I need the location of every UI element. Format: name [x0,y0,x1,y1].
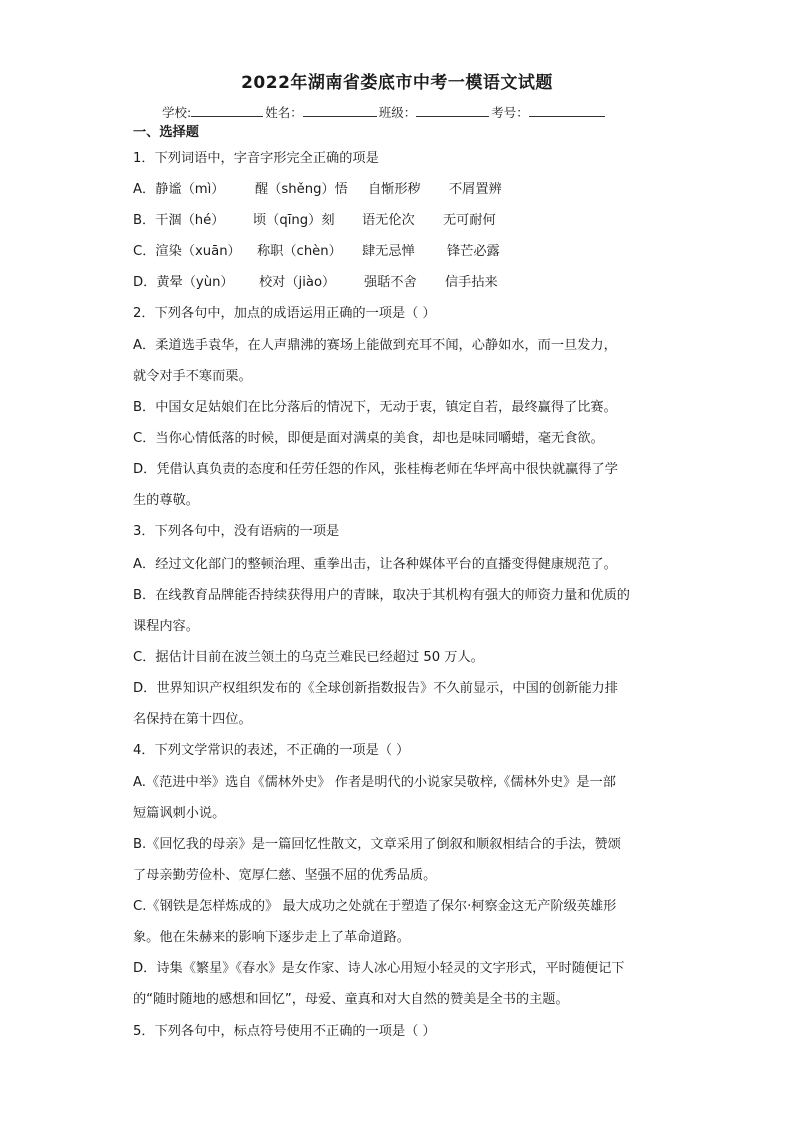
school-label: 学校: [162,105,192,120]
question-4-option-b-cont: 了母亲勤劳俭朴、宽厚仁慈、坚强不屈的优秀品质。 [133,868,437,883]
question-2-stem: 2．下列各句中，加点的成语运用正确的一项是（ ） [133,306,436,321]
question-2-option-a: A．柔道选手袁华，在人声鼎沸的赛场上能做到充耳不闻，心静如水，而一旦发力， [133,338,617,353]
question-1-option-c [133,243,633,261]
option-cell: B．干涸（hé） [133,213,225,228]
question-3-stem: 3．下列各句中，没有语病的一项是 [133,524,340,539]
question-2-option-d: D．凭借认真负责的态度和任劳任怨的作风，张桂梅老师在华坪高中很快就赢得了学 [133,462,618,477]
question-2-option-a-cont: 就令对手不寒而栗。 [133,369,252,384]
number-blank[interactable] [529,103,605,117]
question-3-option-d-cont: 名保持在第十四位。 [133,712,252,727]
option-cell: 醒（shěng）悟 [255,182,348,197]
name-label: 姓名： [265,105,303,120]
name-blank[interactable] [303,103,377,117]
option-cell: 肆无忌惮 [362,244,415,259]
class-blank[interactable] [416,103,489,117]
question-4-option-c: C.《钢铁是怎样炼成的》 最大成功之处就在于塑造了保尔·柯察金这无产阶级英雄形 [133,899,617,914]
option-cell: D．黄晕（yùn） [133,275,234,290]
option-cell: 自惭形秽 [368,182,421,197]
question-1-option-b [133,212,633,230]
question-4-option-a: A.《范进中举》选自《儒林外史》 作者是明代的小说家吴敬梓,《儒林外史》是一部 [133,775,616,790]
question-1-stem: 1．下列词语中，字音字形完全正确的项是 [133,151,379,166]
option-cell: 顷（qīng）刻 [253,213,335,228]
question-3-option-c: C．据估计目前在波兰领土的乌克兰难民已经超过 50 万人。 [133,650,484,665]
question-4-option-d-cont: 的“随时随地的感想和回忆”，母爱、童真和对大自然的赞美是全书的主题。 [133,992,569,1007]
option-cell: 称职（chèn） [257,244,342,259]
section-heading: 一、选择题 [133,125,199,140]
question-4-option-d: D．诗集《繁星》《春水》是女作家、诗人冰心用短小轻灵的文字形式，平时随便记下 [133,961,625,976]
option-cell: 语无伦次 [362,213,415,228]
student-info-row [162,103,607,121]
option-cell: 无可耐何 [443,213,496,228]
option-cell: 强聒不舍 [364,275,417,290]
question-3-option-b-cont: 课程内容。 [133,619,199,634]
question-4-stem: 4．下列文学常识的表述，不正确的一项是（ ） [133,743,410,758]
option-cell: 校对（jiào） [259,275,336,290]
option-cell: C．渲染（xuān） [133,244,241,259]
question-3-option-b: B．在线教育品牌能否持续获得用户的青睐，取决于其机构有强大的师资力量和优质的 [133,588,630,603]
question-2-option-b: B．中国女足姑娘们在比分落后的情况下，无动于衷，镇定自若，最终赢得了比赛。 [133,400,617,415]
question-2-option-d-cont: 生的尊敬。 [133,493,199,508]
option-cell: A．静谧（mì） [133,182,225,197]
number-label: 考号： [491,105,529,120]
question-2-option-c: C．当你心情低落的时候，即便是面对满桌的美食，却也是味同嚼蜡，毫无食欲。 [133,431,604,446]
question-5-stem: 5．下列各句中，标点符号使用不正确的一项是（ ） [133,1024,436,1039]
question-3-option-a: A．经过文化部门的整顿治理、重拳出击，让各种媒体平台的直播变得健康规范了。 [133,557,617,572]
page-title: 2022年湖南省娄底市中考一模语文试题 [241,73,553,93]
question-1-option-d [133,274,633,292]
question-3-option-d: D．世界知识产权组织发布的《全球创新指数报告》不久前显示，中国的创新能力排 [133,681,618,696]
question-1-option-a [133,181,633,199]
question-4-option-a-cont: 短篇讽刺小说。 [133,806,226,821]
option-cell: 信手拈来 [445,275,498,290]
class-label: 班级： [378,105,417,120]
school-blank[interactable] [191,103,263,117]
question-4-option-c-cont: 象。他在朱赫来的影响下逐步走上了革命道路。 [133,930,410,945]
option-cell: 不屑置辨 [449,182,502,197]
question-4-option-b: B.《回忆我的母亲》是一篇回忆性散文，文章采用了倒叙和顺叙相结合的手法，赞颂 [133,837,621,852]
option-cell: 锋芒必露 [447,244,500,259]
